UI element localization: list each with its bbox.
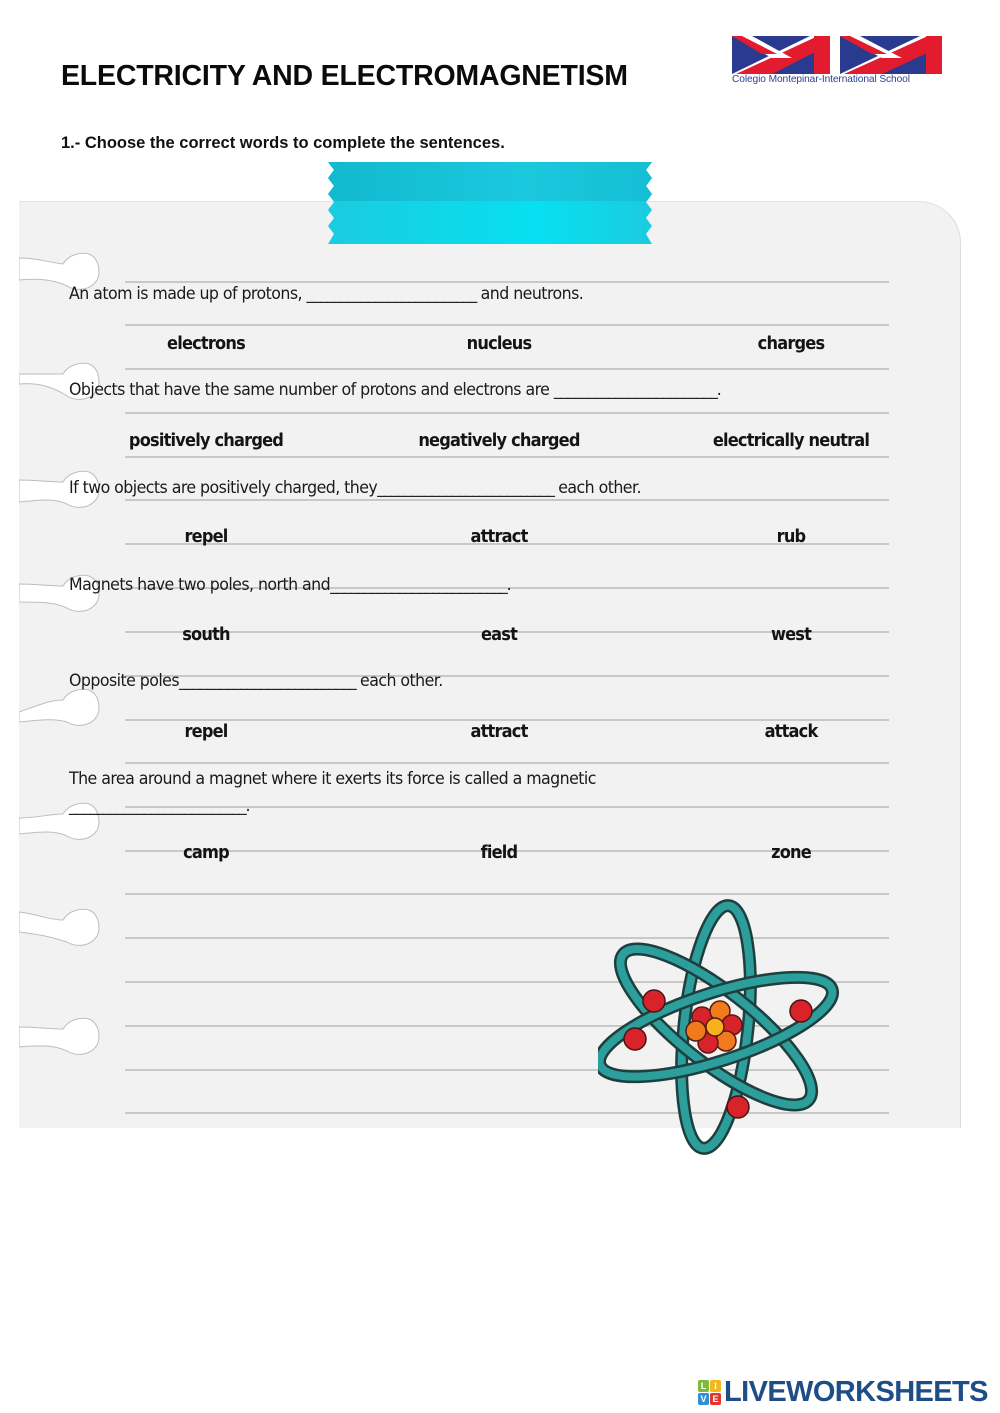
- option-west[interactable]: west: [770, 624, 812, 645]
- answer-blank[interactable]: __________________________: [377, 478, 554, 498]
- school-name: Colegio Montepinar-International School: [732, 74, 910, 85]
- atom-icon: [598, 895, 842, 1157]
- sentence-text: Opposite poles: [69, 671, 180, 691]
- question-1-sentence: [69, 284, 583, 304]
- answer-blank[interactable]: __________________________: [179, 671, 356, 691]
- sentence-text: .: [245, 796, 251, 816]
- option-camp[interactable]: camp: [183, 842, 229, 863]
- option-nucleus[interactable]: nucleus: [466, 333, 532, 354]
- answer-blank[interactable]: _________________________: [306, 284, 477, 304]
- option-electrically-neutral[interactable]: electrically neutral: [712, 430, 870, 451]
- answer-blank[interactable]: __________________________: [330, 575, 507, 595]
- option-attract[interactable]: attract: [470, 526, 528, 547]
- option-zone[interactable]: zone: [771, 842, 811, 863]
- option-repel[interactable]: repel: [184, 526, 228, 547]
- question-2-sentence: [69, 380, 721, 400]
- sentence-text: Objects that have the same number of protons and electrons are: [69, 380, 554, 400]
- sentence-text: Magnets have two poles, north and: [69, 575, 331, 595]
- question-6-sentence-continued: [69, 796, 250, 816]
- question-3-sentence: [69, 478, 641, 498]
- option-electrons[interactable]: electrons: [167, 333, 245, 354]
- liveworksheets-brand: [698, 1378, 994, 1408]
- ruled-line: [125, 456, 889, 458]
- answer-blank[interactable]: ________________________: [553, 380, 717, 400]
- option-attack[interactable]: attack: [764, 721, 818, 742]
- question-5-sentence: [69, 671, 443, 691]
- ruled-line: [125, 412, 889, 414]
- union-jack-flag-logo-icon: [732, 36, 942, 74]
- ruled-line: [125, 762, 889, 764]
- exercise-instruction: 1.- Choose the correct words to complete the sentences.: [61, 134, 505, 152]
- sentence-text: The area around a magnet where it exerts its force is called a magnetic: [69, 769, 596, 789]
- brand-name: LIVEWORKSHEETS: [724, 1376, 988, 1408]
- sentence-text: .: [506, 575, 512, 595]
- sentence-text: and neutrons.: [476, 284, 584, 304]
- option-east[interactable]: east: [480, 624, 518, 645]
- sentence-text: each other.: [553, 478, 641, 498]
- ruled-line: [125, 324, 889, 326]
- binder-hole-icon: [19, 688, 101, 728]
- option-south[interactable]: south: [182, 624, 230, 645]
- question-6-sentence: [69, 769, 596, 789]
- school-logo: [730, 36, 944, 90]
- answer-blank[interactable]: __________________________: [69, 796, 246, 816]
- option-positively-charged[interactable]: positively charged: [128, 430, 284, 451]
- ruled-line: [125, 499, 889, 501]
- brand-block: I: [710, 1380, 721, 1392]
- option-attract[interactable]: attract: [470, 721, 528, 742]
- page-title: ELECTRICITY AND ELECTROMAGNETISM: [61, 60, 628, 92]
- brand-block: V: [698, 1393, 709, 1405]
- live-blocks-icon: [698, 1380, 722, 1406]
- sentence-text: If two objects are positively charged, they: [69, 478, 378, 498]
- option-rub[interactable]: rub: [776, 526, 806, 547]
- binder-hole-icon: [19, 1017, 101, 1057]
- brand-block: L: [698, 1380, 709, 1392]
- question-4-sentence: [69, 575, 511, 595]
- option-repel[interactable]: repel: [184, 721, 228, 742]
- binder-hole-icon: [19, 908, 101, 948]
- sentence-text: An atom is made up of protons,: [69, 284, 307, 304]
- sentence-text: each other.: [355, 671, 443, 691]
- brand-block: E: [710, 1393, 721, 1405]
- ruled-line: [125, 281, 889, 283]
- ruled-line: [125, 368, 889, 370]
- option-field[interactable]: field: [480, 842, 518, 863]
- decorative-tape: [326, 162, 654, 244]
- option-negatively-charged[interactable]: negatively charged: [418, 430, 580, 451]
- sentence-text: .: [716, 380, 722, 400]
- option-charges[interactable]: charges: [757, 333, 825, 354]
